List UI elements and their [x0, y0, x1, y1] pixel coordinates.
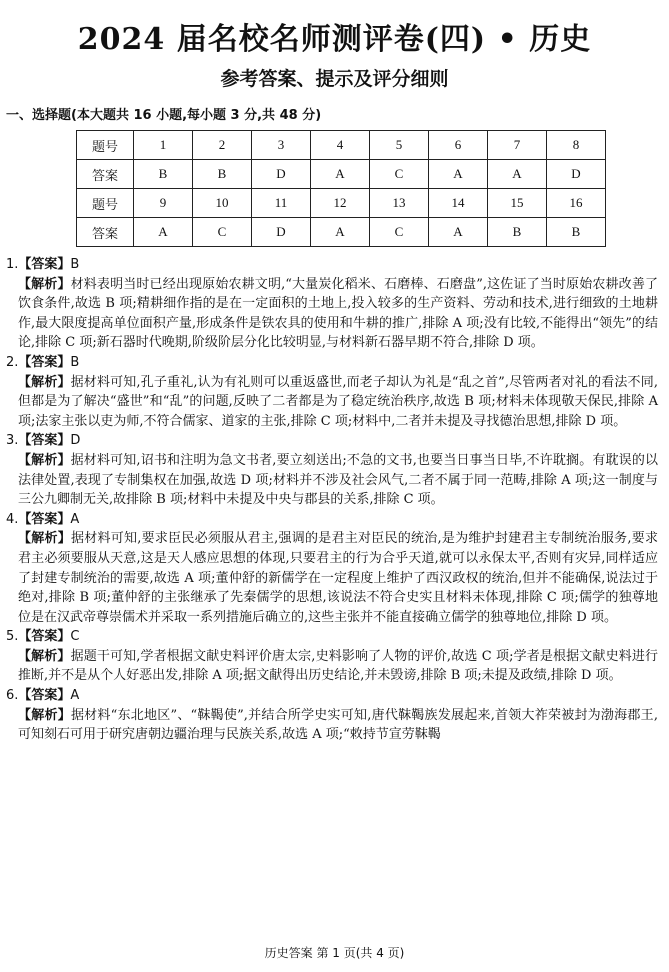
answer-table-cell: B — [547, 218, 606, 247]
question-item — [6, 255, 658, 353]
question-item — [6, 510, 658, 628]
answer-value: C — [70, 629, 80, 645]
answer-table-cell: 5 — [370, 131, 429, 160]
answer-table-cell: 8 — [547, 131, 606, 160]
answer-table-row — [77, 131, 606, 160]
analysis-paragraph — [6, 373, 658, 432]
answer-table-cell: B — [193, 160, 252, 189]
answer-tag: 【答案】 — [18, 688, 71, 704]
question-number: 2. — [6, 354, 19, 370]
analysis-text: 据材料可知,诏书和注明为急文书者,要立刻送出;不急的文书,也要当日事当日毕,不许耽搁。有耽误的以法律处置,表现了专制集权在加强,故选 D 项;材料并不涉及社会风气,二者不属于同一范畴,排除 A 项;这一制度与三公九卿制无关,故排除 B 项;材料中未提及中央与郡县的关系,排除 C 项。 — [18, 452, 658, 508]
answer-table-cell: 15 — [488, 189, 547, 218]
answer-table-header-cell: 答案 — [77, 160, 134, 189]
question-item — [6, 686, 658, 745]
question-answer-line — [6, 353, 658, 373]
question-answer-line — [6, 431, 658, 451]
answer-value: B — [70, 257, 80, 272]
answer-tag: 【答案】 — [18, 433, 71, 449]
answer-tag: 【答案】 — [18, 354, 71, 370]
analysis-tag: 【解析】 — [18, 707, 71, 723]
analysis-text: 据材料可知,孔子重礼,认为有礼则可以重返盛世,而老子却认为礼是“乱之首”,尽管两者对礼的看法不同,但都是为了解决“盛世”和“乱”的问题,反映了二者都是为了稳定统治秩序,故选 B 项;材料未体现敬天保民,排除 A 项;法家主张以吏为师,不符合儒家、道家的主张,排除 C 项;材料中,二者并未提及寻找德治思想,排除 D 项。 — [18, 374, 658, 429]
question-answer-line — [6, 510, 658, 530]
answer-table-cell: 1 — [134, 131, 193, 160]
answer-table-cell: B — [488, 218, 547, 247]
page-title: 2024 届名校名师测评卷(四) • 历史 — [77, 22, 592, 57]
answer-value: B — [70, 354, 80, 370]
question-answer-line — [6, 255, 658, 275]
question-number: 5. — [6, 629, 19, 645]
page-subtitle: 参考答案、提示及评分细则 — [220, 68, 449, 90]
question-number: 6. — [6, 688, 19, 704]
analysis-paragraph — [6, 275, 658, 353]
analysis-tag: 【解析】 — [18, 276, 71, 292]
answer-table-cell: 4 — [311, 131, 370, 160]
question-number: 3. — [6, 433, 19, 449]
answer-tag: 【答案】 — [18, 257, 71, 272]
answer-table-cell: D — [252, 160, 311, 189]
answer-table-cell: 2 — [193, 131, 252, 160]
answer-table-cell: 14 — [429, 189, 488, 218]
answer-table-row — [77, 160, 606, 189]
answer-table-header-cell: 题号 — [77, 131, 134, 160]
answer-table-header-cell: 题号 — [77, 189, 134, 218]
answer-value: A — [70, 511, 80, 527]
answer-table-row — [77, 189, 606, 218]
question-item — [6, 431, 658, 509]
analysis-paragraph — [6, 647, 658, 686]
answer-table — [76, 130, 606, 247]
answer-table-cell: 16 — [547, 189, 606, 218]
section-heading: 一、选择题(本大题共 16 小题,每小题 3 分,共 48 分) — [6, 108, 322, 123]
answer-tag: 【答案】 — [18, 629, 71, 645]
answer-table-cell: 7 — [488, 131, 547, 160]
question-item — [6, 627, 658, 686]
answer-table-cell: C — [370, 218, 429, 247]
answer-tag: 【答案】 — [18, 511, 71, 527]
analysis-paragraph — [6, 706, 658, 745]
answer-table-cell: A — [134, 218, 193, 247]
question-number: 1. — [6, 257, 19, 272]
answer-table-cell: 13 — [370, 189, 429, 218]
answer-table-cell: A — [311, 218, 370, 247]
answer-table-cell: D — [252, 218, 311, 247]
answer-table-cell: 11 — [252, 189, 311, 218]
answer-table-cell: 3 — [252, 131, 311, 160]
question-list — [6, 255, 658, 745]
analysis-text: 材料表明当时已经出现原始农耕文明,“大量炭化稻米、石磨棒、石磨盘”,这佐证了当时原始农耕改善了饮食条件,故选 B 项;精耕细作指的是在一定面积的土地上,投入较多的生产资料、劳动和技术,进行细致的土地耕作,最大限度提高单位面积产量,形成条件是铁农具的使用和牛耕的推广,排除 A 项;没有比较,不能得出“领先”的结论,排除 C 项;新石器时代晚期,阶级阶层分化比较明显,与材料新石器早期不符合,排除 D 项。 — [18, 276, 658, 351]
answer-table-cell: A — [311, 160, 370, 189]
answer-table-cell: A — [429, 218, 488, 247]
answer-table-cell: A — [488, 160, 547, 189]
answer-table-header-cell: 答案 — [77, 218, 134, 247]
question-answer-line — [6, 686, 658, 706]
answer-table-cell: 10 — [193, 189, 252, 218]
answer-table-cell: D — [547, 160, 606, 189]
answer-table-cell: B — [134, 160, 193, 189]
analysis-text: 据材料可知,要求臣民必须服从君主,强调的是君主对臣民的统治,是为维护封建君主专制统治服务,要求君主必须要服从天意,这是天人感应思想的体现,只要君主的行为合乎天道,就可以永保太平,否则有灾异,同样适应了封建专制统治的需要,故选 A 项;董仲舒的新儒学在一定程度上维护了西汉政权的统治,但并不能确保,说法过于绝对,排除 B 项;董仲舒的主张继承了先秦儒学的思想,该说法不符合史实且材料未体现,排除 C 项;儒学的独尊地位是在汉武帝尊崇儒术并采取一系列措施后确立的,这些主张并不能直接确立儒学的独尊地位,排除 D 项。 — [18, 531, 658, 625]
analysis-text: 据材料“东北地区”、“靺鞨使”,并结合所学史实可知,唐代靺鞨族发展起来,首领大祚荣被封为渤海郡王,可知刻石可用于研究唐朝边疆治理与民族关系,故选 A 项;“敕持节宣劳靺鞨 — [18, 707, 658, 743]
analysis-tag: 【解析】 — [18, 531, 71, 547]
answer-table-cell: 9 — [134, 189, 193, 218]
analysis-tag: 【解析】 — [18, 648, 71, 664]
answer-value: A — [70, 688, 80, 704]
answer-table-cell: 12 — [311, 189, 370, 218]
analysis-tag: 【解析】 — [18, 452, 71, 468]
question-item — [6, 353, 658, 431]
answer-value: D — [70, 433, 81, 449]
answer-table-cell: A — [429, 160, 488, 189]
answer-table-cell: C — [370, 160, 429, 189]
analysis-tag: 【解析】 — [18, 374, 71, 390]
page-footer: 历史答案 第 1 页(共 4 页) — [264, 946, 405, 960]
answer-table-cell: C — [193, 218, 252, 247]
analysis-paragraph — [6, 451, 658, 510]
answer-table-cell: 6 — [429, 131, 488, 160]
answer-table-row — [77, 218, 606, 247]
question-answer-line — [6, 627, 658, 647]
analysis-paragraph — [6, 529, 658, 627]
question-number: 4. — [6, 511, 19, 527]
analysis-text: 据题干可知,学者根据文献史料评价唐太宗,史料影响了人物的评价,故选 C 项;学者是根据文献史料进行推断,并不是从个人好恶出发,排除 A 项;据文献得出历史结论,并未毁谤,排除 B 项;未提及政绩,排除 D 项。 — [18, 648, 658, 684]
